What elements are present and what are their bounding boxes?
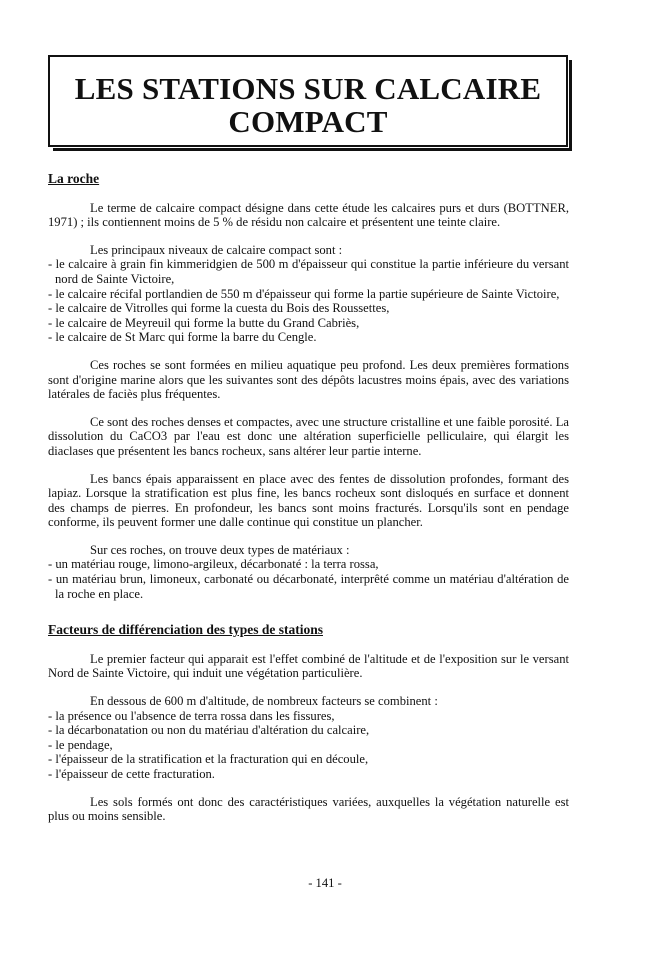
title-line-2: COMPACT	[228, 104, 388, 139]
paragraph: Les sols formés ont donc des caractéristiques variées, auxquelles la végétation naturelle est plus ou moins sensible.	[48, 794, 569, 824]
section-heading-la-roche: La roche	[48, 171, 100, 186]
paragraph: Le premier facteur qui apparait est l'effet combiné de l'altitude et de l'exposition sur le versant Nord de Sainte Victoire, qui induit une végétation particulière.	[48, 651, 569, 681]
page-title	[50, 72, 566, 138]
list-item: - le calcaire de Meyreuil qui forme la butte du Grand Cabriès,	[48, 315, 360, 330]
paragraph: Les bancs épais apparaissent en place avec des fentes de dissolution profondes, formant des lapiaz. Lorsque la stratification est plus fine, les bancs rocheux sont disloqués en surface et donnent des champs de pierres. En profondeur, les bancs sont moins fracturés. Lorsqu'ils sont en pendage conforme, ils peuvent former une dalle continue qui constitue un plancher.	[48, 471, 569, 530]
paragraph: Le terme de calcaire compact désigne dans cette étude les calcaires purs et durs (BOTTNER, 1971) ; ils contiennent moins de 5 % de résidu non calcaire et présentent une teinte claire.	[48, 200, 569, 230]
title-box	[48, 55, 568, 147]
section-heading-facteurs: Facteurs de différenciation des types de stations	[48, 622, 323, 638]
list-item: - le pendage,	[48, 737, 113, 752]
list-item: - l'épaisseur de la stratification et la fracturation qui en découle,	[48, 752, 369, 767]
paragraph-intro: Sur ces roches, on trouve deux types de matériaux :	[90, 542, 350, 557]
list-item: - la décarbonatation ou non du matériau d'altération du calcaire,	[48, 723, 370, 738]
paragraph-intro: Les principaux niveaux de calcaire compact sont :	[90, 242, 343, 257]
list-item: - le calcaire de St Marc qui forme la barre du Cengle.	[48, 330, 317, 345]
title-line-1: LES STATIONS SUR CALCAIRE	[74, 71, 542, 106]
paragraph-intro: En dessous de 600 m d'altitude, de nombreux facteurs se combinent :	[90, 694, 438, 709]
paragraph: Ce sont des roches denses et compactes, avec une structure cristalline et une faible porosité. La dissolution du CaCO3 par l'eau est donc une altération superficielle pelliculaire, qui élargit les diaclases que présentent les bancs rocheux, sans altérer leur partie interne.	[48, 414, 569, 458]
materials-list	[48, 557, 569, 601]
list-item: - la présence ou l'absence de terra rossa dans les fissures,	[48, 708, 335, 723]
list-item: - le calcaire de Vitrolles qui forme la cuesta du Bois des Roussettes,	[48, 301, 390, 316]
page-number: - 141 -	[308, 876, 342, 890]
paragraph: Ces roches se sont formées en milieu aquatique peu profond. Les deux premières formations sont d'origine marine alors que les suivantes sont des dépôts lacustres moins épais, avec des variations latérales de faciès plus fréquentes.	[48, 357, 569, 402]
list-item: - un matériau brun, limoneux, carbonaté ou décarbonaté, interprêté comme un matériau d'altération de la roche en place.	[48, 572, 569, 601]
main-content	[48, 172, 569, 837]
list-item: - le calcaire à grain fin kimmeridgien de 500 m d'épaisseur qui constitue la partie inférieure du versant nord de Sainte Victoire,	[48, 257, 569, 286]
list-item: - le calcaire récifal portlandien de 550 m d'épaisseur qui forme la partie supérieure de Sainte Victoire,	[48, 286, 560, 301]
list-item: - l'épaisseur de cette fracturation.	[48, 767, 215, 781]
factors-list	[48, 709, 569, 782]
limestone-levels-list	[48, 257, 569, 345]
list-item: - un matériau rouge, limono-argileux, décarbonaté : la terra rossa,	[48, 557, 379, 572]
